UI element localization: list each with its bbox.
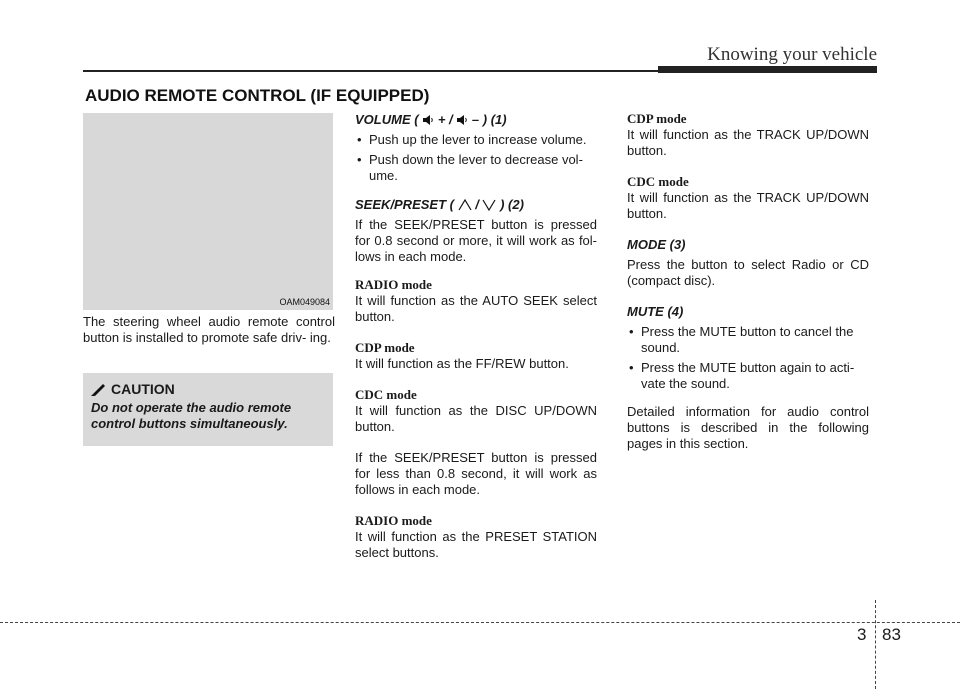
seek-short-press-text: If the SEEK/PRESET button is pressed for less than 0.8 second, it will work as follows in each mode. [355,450,597,497]
radio-mode-text: It will function as the AUTO SEEK select button. [355,293,597,324]
chapter-number: 3 [857,625,867,644]
chevron-up-icon [458,199,472,211]
caution-title: CAUTION [111,381,175,397]
speaker-icon [422,114,434,126]
caution-box [83,373,333,446]
column-3 [627,111,869,452]
list-item: • Push down the lever to decrease vol- ume. [355,152,597,184]
page-number: 83 [882,625,901,644]
radio-mode-heading: RADIO mode [355,277,432,292]
cdp-mode-heading: CDP mode [627,111,687,126]
list-item: • Press the MUTE button again to acti- vate the sound. [627,360,869,392]
mode-text: Press the button to select Radio or CD (compact disc). [627,257,869,288]
intro-paragraph: The steering wheel audio remote control button is installed to promote safe driv- ing. [83,314,335,345]
mute-list [627,324,869,392]
cdc-mode-text: It will function as the DISC UP/DOWN button. [355,403,597,434]
header-rule [83,70,658,72]
footer-divider [875,600,876,689]
caution-body: Do not operate the audio remote control buttons simultaneously. [91,400,292,431]
list-item: • Press the MUTE button to cancel the sound. [627,324,869,356]
seek-long-press-text: If the SEEK/PRESET button is pressed for 0.8 second or more, it will work as fol- lows in each mode. [355,217,597,264]
footer-dashed-line [0,622,960,623]
figure-code: OAM049084 [279,297,330,307]
speaker-icon [456,114,468,126]
volume-heading: VOLUME ( + / – ) (1) [355,112,507,127]
running-header: Knowing your vehicle [707,44,877,65]
cdp-mode-heading: CDP mode [355,340,415,355]
radio-mode-heading-2: RADIO mode [355,513,432,528]
cdp-mode-text: It will function as the TRACK UP/DOWN button. [627,127,869,158]
cdp-mode-text: It will function as the FF/REW button. [355,356,569,371]
cdc-mode-heading: CDC mode [627,174,689,189]
list-item: • Push up the lever to increase volume. [355,132,597,148]
volume-minus: – [471,112,480,127]
volume-list [355,132,597,184]
radio-mode-text-2: It will function as the PRESET STATION select buttons. [355,529,597,560]
mute-heading: MUTE (4) [627,304,684,319]
header-bar [658,66,877,73]
steering-wheel-figure [83,113,333,310]
cdc-mode-heading: CDC mode [355,387,417,402]
section-title: AUDIO REMOTE CONTROL (IF EQUIPPED) [85,86,430,105]
column-2 [355,112,597,561]
detail-paragraph: Detailed information for audio control buttons is described in the following pages in this section. [627,404,869,451]
chevron-down-icon [482,199,496,211]
warning-pencil-icon [91,382,107,396]
cdc-mode-text: It will function as the TRACK UP/DOWN button. [627,190,869,221]
mode-heading: MODE (3) [627,237,686,252]
volume-plus: + [437,112,446,127]
seek-heading: SEEK/PRESET ( / ) (2) [355,197,524,212]
caution-heading [91,381,175,397]
